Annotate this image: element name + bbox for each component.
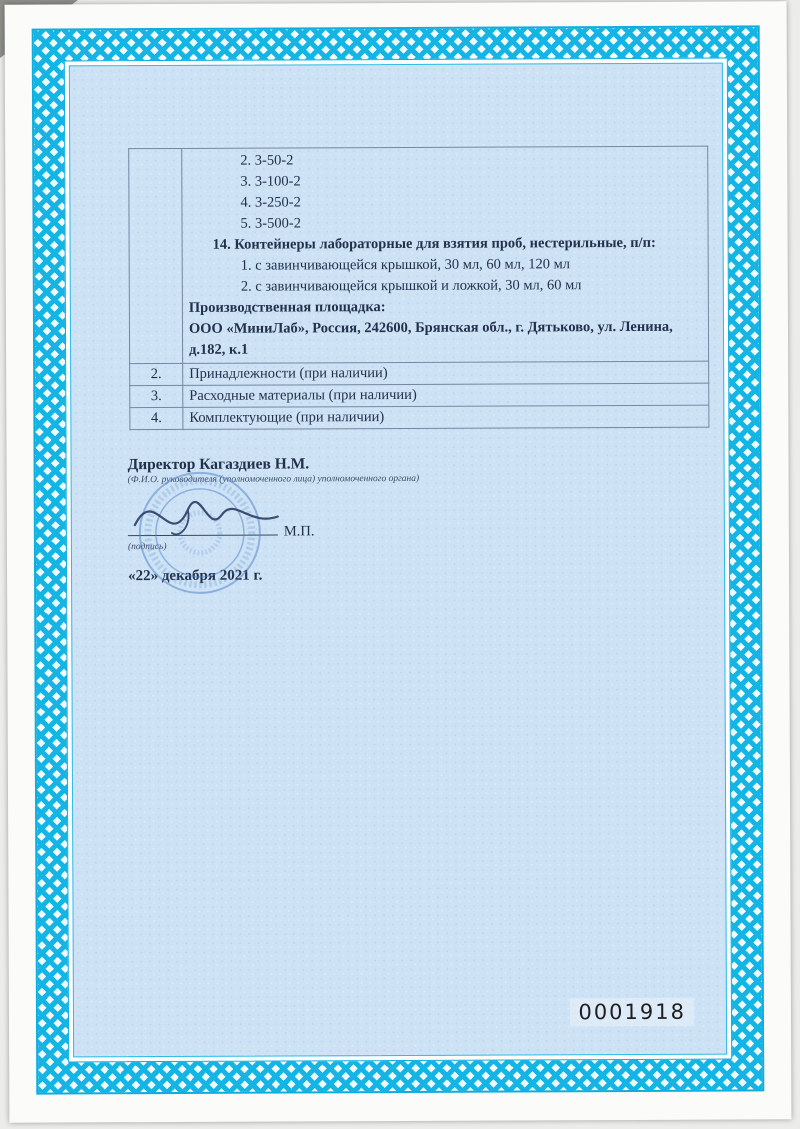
table-row	[130, 383, 709, 408]
table-row	[130, 405, 709, 430]
decorative-border	[32, 25, 765, 1094]
table-row	[130, 361, 709, 386]
director-caption: (Ф.И.О. руководителя (уполномоченного лица) уполномоченного органа)	[127, 473, 420, 486]
date-line: «22» декабря 2021 г.	[128, 567, 263, 585]
row-text-cell	[182, 146, 709, 363]
list-item-heading: 14. Контейнеры лабораторные для взятия проб, нестерильные, п/п:	[212, 234, 656, 253]
row-text-cell: Комплектующие (при наличии)	[183, 405, 709, 429]
border-inner-rule	[64, 58, 732, 1063]
list-item: 2. с завинчивающейся крышкой и ложкой, 30 мл, 60 мл	[240, 277, 582, 295]
list-item: 3. 3-100-2	[240, 173, 301, 190]
row-number-cell: 2.	[130, 363, 183, 385]
director-line: Директор Кагаздиев Н.М.	[127, 455, 310, 474]
production-site-address: ООО «МиниЛаб», Россия, 242600, Брянская обл., г. Дятьково, ул. Ленина, д.182, к.1	[188, 318, 673, 358]
signature-line	[128, 519, 278, 537]
signature-row	[128, 517, 688, 541]
list-item: 5. 3-500-2	[240, 215, 301, 232]
signature-block	[128, 454, 689, 585]
certificate-page	[5, 1, 792, 1122]
mp-label: М.П.	[283, 523, 315, 540]
list-item: 2. 3-50-2	[240, 152, 294, 169]
row-text-cell: Принадлежности (при наличии)	[183, 361, 709, 385]
production-site-heading: Производственная площадка:	[188, 299, 386, 316]
list-item: 1. с завинчивающейся крышкой, 30 мл, 60 мл, 120 мл	[240, 256, 571, 274]
row-number-cell: 4.	[130, 407, 183, 429]
list-item: 4. 3-250-2	[240, 194, 301, 211]
table-row-continuation	[129, 146, 709, 364]
row-number-cell	[129, 148, 183, 363]
serial-number: 0001918	[570, 998, 694, 1027]
sign-caption: (подпись)	[127, 542, 167, 553]
row-text-cell: Расходные материалы (при наличии)	[183, 383, 709, 407]
certificate-body	[69, 63, 727, 1058]
row-number-cell: 3.	[130, 385, 183, 407]
device-table	[128, 146, 709, 431]
